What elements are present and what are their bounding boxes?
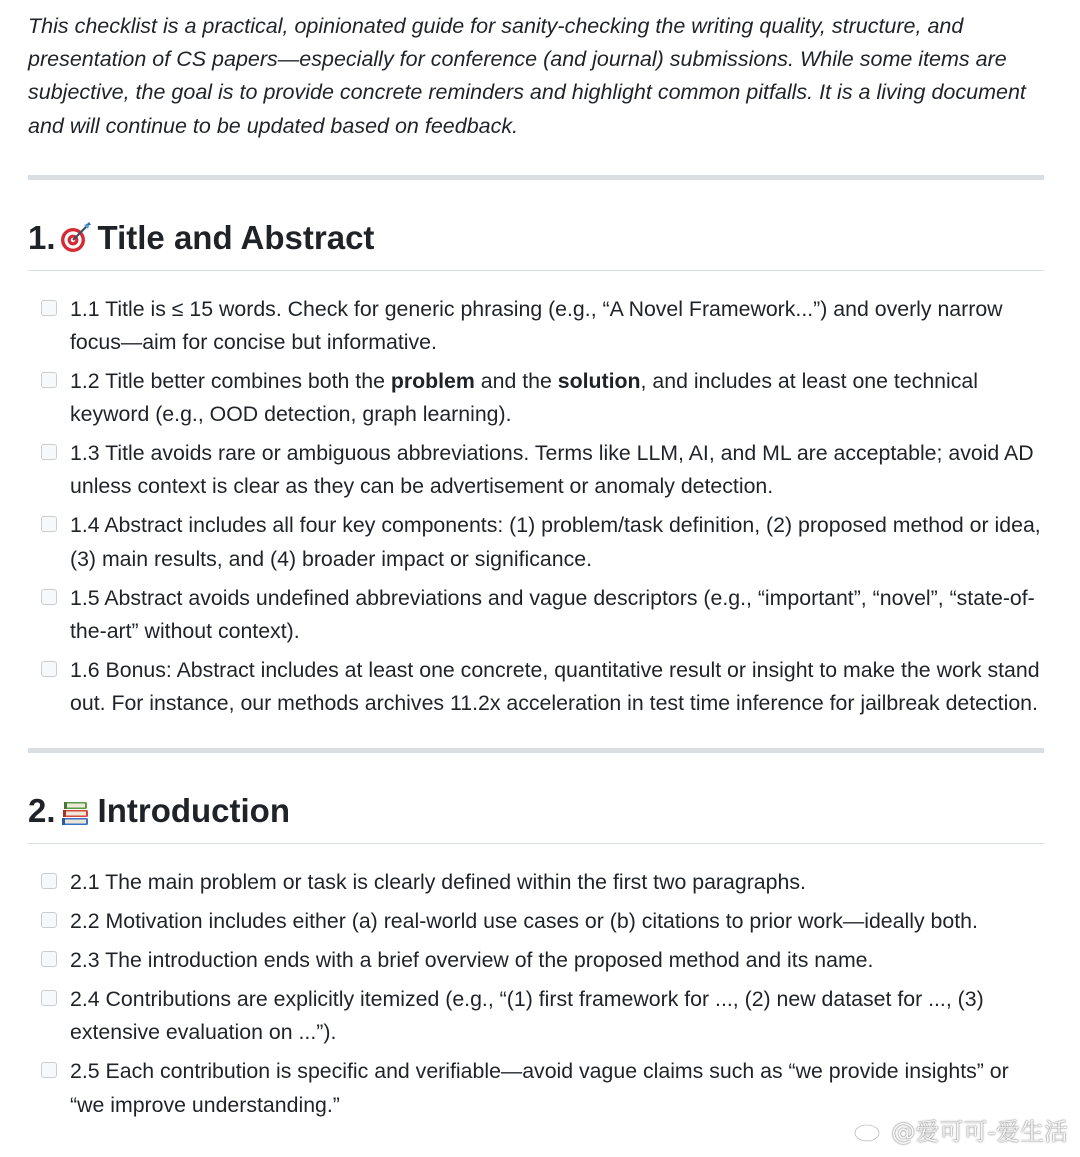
task-text: 1.6 Bonus: Abstract includes at least one concrete, quantitative result or insight to make the work stand out. For instance, our methods archives 11.2x acceleration in test time inference for jailbreak detection. [70,657,1040,716]
task-list-item [28,365,1044,431]
task-checkbox[interactable] [41,951,57,967]
task-text: 2.2 Motivation includes either (a) real-world use cases or (b) citations to prior work—ideally both. [70,909,978,934]
section-number: 1. [28,218,56,256]
task-text: 2.1 The main problem or task is clearly defined within the first two paragraphs. [70,870,806,895]
intro-paragraph: This checklist is a practical, opinionated guide for sanity-checking the writing quality, structure, and presentation of CS papers—especially for conference (and journal) submissions. While some items are subjective, the goal is to provide concrete reminders and highlight common pitfalls. It is a living document and will continue to be updated based on feedback. [28,14,1026,138]
task-list-item [28,582,1044,648]
task-checkbox[interactable] [41,589,57,605]
task-text: 2.5 Each contribution is specific and verifiable—avoid vague claims such as “we provide insights” or “we improve understanding.” [70,1059,1009,1117]
task-checkbox[interactable] [41,516,57,532]
task-checkbox[interactable] [41,444,57,460]
task-list-item [28,509,1044,575]
heading-underline [28,270,1044,271]
section-number: 2. [28,792,56,830]
task-list-title-abstract [28,293,1044,720]
task-checkbox[interactable] [41,912,57,928]
task-list-item [28,905,1044,938]
task-list-item [28,983,1044,1049]
task-checkbox[interactable] [41,372,57,388]
section-divider [28,175,1044,180]
task-checkbox[interactable] [41,873,57,889]
heading-underline [28,843,1044,844]
task-list-item [28,654,1044,720]
task-list-item [28,944,1044,977]
task-list-introduction [28,866,1044,1122]
section-divider [28,748,1044,753]
task-text: 1.5 Abstract avoids undefined abbreviations and vague descriptors (e.g., “important”, “novel”, “state-of-the-art” without context). [70,585,1035,643]
watermark [853,1112,1068,1147]
task-text: 1.4 Abstract includes all four key components: (1) problem/task definition, (2) proposed method or idea, (3) main results, and (4) broader impact or significance. [70,513,1041,571]
task-text: 1.1 Title is ≤ 15 words. Check for generic phrasing (e.g., “A Novel Framework...”) and overly narrow focus—aim for concise but informative. [70,296,1003,355]
task-list-item [28,866,1044,899]
task-checkbox[interactable] [41,1062,57,1078]
task-text: 2.3 The introduction ends with a brief overview of the proposed method and its name. [70,948,874,973]
task-list-item [28,437,1044,503]
section-heading-title-abstract [28,218,1044,258]
section-title: Introduction [97,792,290,830]
task-text: 1.3 Title avoids rare or ambiguous abbreviations. Terms like LLM, AI, and ML are acceptable; avoid AD unless context is clear as they can be advertisement or anomaly detection. [70,441,1034,499]
task-checkbox[interactable] [41,661,57,677]
books-icon [58,794,92,828]
task-text: 2.4 Contributions are explicitly itemized (e.g., “(1) first framework for ..., (2) new dataset for ..., (3) extensive evaluation on ...”). [70,987,984,1045]
task-checkbox[interactable] [41,300,57,316]
task-list-item [28,293,1044,359]
checklist-document [28,10,1044,1128]
bold-keyword-problem: problem [390,369,475,394]
section-heading-introduction [28,791,1044,831]
bold-keyword-solution: solution [557,369,641,394]
target-dart-icon [58,221,92,255]
section-title: Title and Abstract [97,218,375,256]
watermark-text: @爱可可-爱生活 [891,1118,1068,1146]
task-checkbox[interactable] [41,990,57,1006]
task-text: 1.2 Title better combines both the problem and the solution, and includes at least one technical keyword (e.g., OOD detection, graph learning). [70,369,978,427]
weibo-logo-icon [853,1117,887,1143]
